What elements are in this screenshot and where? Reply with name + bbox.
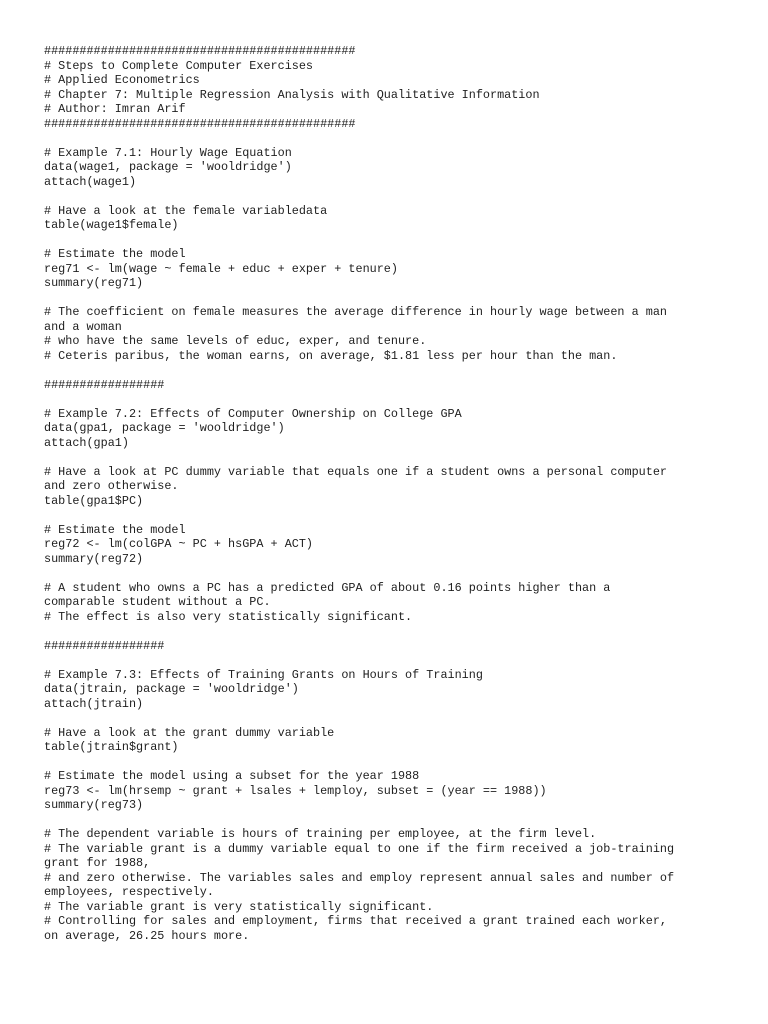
comment-line: # Have a look at the female variabledata [44,203,328,218]
code-line: data(gpa1, package = 'wooldridge') [44,421,285,435]
comment-line: # Have a look at the grant dummy variable [44,725,335,740]
blank-line [44,189,744,204]
comment-line: ################# [44,638,165,653]
blank-line [44,755,744,770]
blank-line [44,508,744,523]
blank-line [44,363,744,378]
code-line: and zero otherwise. [44,479,179,493]
code-line: table(gpa1$PC) [44,493,144,508]
code-line: attach(gpa1) [44,435,129,450]
blank-line [44,392,744,407]
comment-line: ############################################ [44,44,356,58]
code-line: table(wage1$female) [44,218,179,232]
comment-line: # Ceteris paribus, the woman earns, on average, $1.81 less per hour than the man. [44,348,618,363]
code-line: data(jtrain, package = 'wooldridge') [44,682,299,696]
comment-line: # Have a look at PC dummy variable that equals one if a student owns a personal computer [44,464,667,479]
comment-line: # Example 7.2: Effects of Computer Ownership on College GPA [44,406,462,421]
blank-line [44,653,744,668]
code-line: summary(reg71) [44,276,144,290]
blank-line [44,624,744,639]
blank-line [44,566,744,581]
comment-line: # The effect is also very statistically significant. [44,609,413,624]
comment-line: # The variable grant is very statistically significant. [44,899,434,914]
comment-line: # who have the same levels of educ, exper, and tenure. [44,334,427,348]
blank-line [44,291,744,306]
comment-line: # Steps to Complete Computer Exercises [44,58,314,73]
comment-line: # The coefficient on female measures the average difference in hourly wage between a man [44,305,667,319]
comment-line: # Controlling for sales and employment, firms that received a grant trained each worker, [44,914,667,928]
comment-line: # Author: Imran Arif [44,102,186,116]
r-script-document [44,44,744,943]
comment-line: # Estimate the model [44,247,186,261]
code-line: reg71 <- lm(wage ~ female + educ + exper + tenure) [44,261,398,276]
blank-line [44,233,744,248]
code-line: grant for 1988, [44,856,151,870]
blank-line [44,711,744,726]
comment-line: # Chapter 7: Multiple Regression Analysis with Qualitative Information [44,87,540,102]
comment-line: # A student who owns a PC has a predicted GPA of about 0.16 points higher than a [44,580,611,595]
comment-line: ################# [44,377,165,392]
code-line: table(jtrain$grant) [44,740,179,754]
comment-line: # Example 7.1: Hourly Wage Equation [44,145,292,160]
comment-line: # Estimate the model [44,522,186,537]
code-line: summary(reg73) [44,798,144,812]
blank-line [44,450,744,465]
code-line: data(wage1, package = 'wooldridge') [44,160,292,174]
code-line: on average, 26.25 hours more. [44,928,250,943]
code-line: summary(reg72) [44,551,144,566]
blank-line [44,813,744,828]
code-line: attach(jtrain) [44,696,144,711]
code-line: reg72 <- lm(colGPA ~ PC + hsGPA + ACT) [44,537,314,551]
comment-line: # Example 7.3: Effects of Training Grants on Hours of Training [44,667,483,682]
code-line: and a woman [44,319,122,334]
comment-line: # The variable grant is a dummy variable equal to one if the firm received a job-training [44,841,675,856]
blank-line [44,131,744,146]
code-line: comparable student without a PC. [44,595,271,609]
code-line: attach(wage1) [44,174,137,189]
comment-line: # and zero otherwise. The variables sales and employ represent annual sales and number of [44,870,675,885]
comment-line: # The dependent variable is hours of training per employee, at the firm level. [44,827,597,841]
comment-line: # Applied Econometrics [44,73,200,87]
code-line: reg73 <- lm(hrsemp ~ grant + lsales + lemploy, subset = (year == 1988)) [44,783,547,798]
comment-line: # Estimate the model using a subset for the year 1988 [44,769,420,783]
comment-line: ############################################ [44,116,356,131]
code-line: employees, respectively. [44,885,214,899]
